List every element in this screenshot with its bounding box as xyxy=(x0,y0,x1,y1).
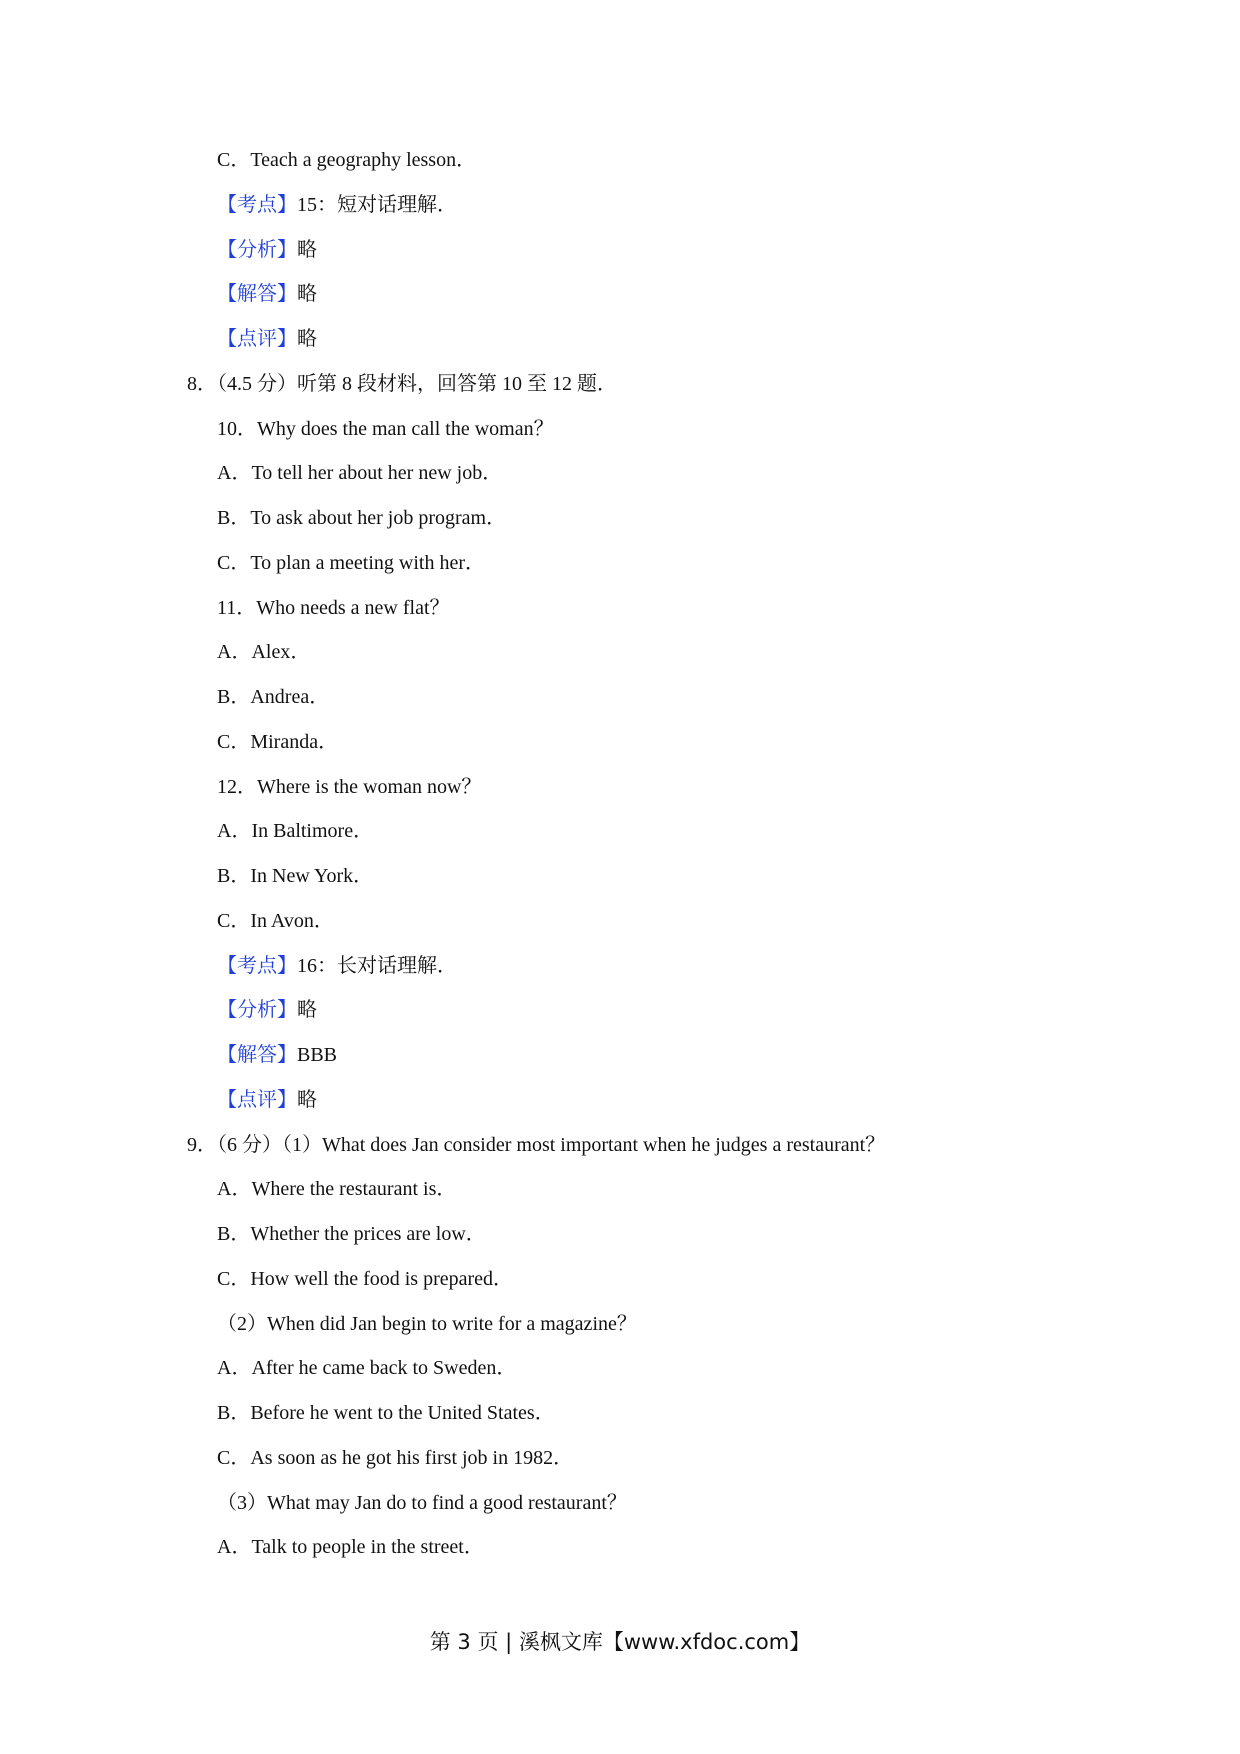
page-footer: 第 3 页 | 溪枫文库【www.xfdoc.com】 xyxy=(429,1630,811,1654)
question-line: C．In Avon． xyxy=(217,910,334,932)
note-label: 【解答】 xyxy=(217,283,297,305)
analysis-note xyxy=(217,325,317,353)
note-text: 略 xyxy=(297,999,317,1021)
note-text: 略 xyxy=(297,239,317,261)
note-label: 【解答】 xyxy=(217,1044,297,1066)
note-text: 16：长对话理解． xyxy=(297,955,457,977)
question-line: B．Before he went to the United States． xyxy=(217,1402,555,1424)
question-line: C．To plan a meeting with her． xyxy=(217,552,485,574)
note-label: 【分析】 xyxy=(217,239,297,261)
question-line: 10．Why does the man call the woman？ xyxy=(217,418,554,440)
question-line: B．In New York． xyxy=(217,865,374,887)
note-label: 【考点】 xyxy=(217,955,297,977)
question-line: B．To ask about her job program． xyxy=(217,507,507,529)
question-line: A．Where the restaurant is． xyxy=(217,1178,457,1200)
analysis-note xyxy=(217,996,317,1024)
question-line: C．Miranda． xyxy=(217,731,339,753)
note-label: 【分析】 xyxy=(217,999,297,1021)
note-label: 【点评】 xyxy=(217,328,297,350)
note-label: 【点评】 xyxy=(217,1089,297,1111)
question-line: C．How well the food is prepared． xyxy=(217,1268,514,1290)
note-text: 略 xyxy=(297,1089,317,1111)
question-heading: 9．（6 分）（1）What does Jan consider most important when he judges a restaurant？ xyxy=(187,1134,886,1156)
analysis-note xyxy=(217,1041,337,1069)
note-text: 略 xyxy=(297,328,317,350)
question-line: 11．Who needs a new flat？ xyxy=(217,597,450,619)
note-text: 15：短对话理解． xyxy=(297,194,457,216)
analysis-note xyxy=(217,236,317,264)
analysis-note xyxy=(217,952,457,980)
question-line: C．As soon as he got his first job in 1982． xyxy=(217,1447,574,1469)
question-line: A．To tell her about her new job． xyxy=(217,462,503,484)
note-label: 【考点】 xyxy=(217,194,297,216)
question-line: A．Alex． xyxy=(217,641,311,663)
question-line: B．Andrea． xyxy=(217,686,330,708)
analysis-note xyxy=(217,1086,317,1114)
question-heading: 8．（4.5 分）听第 8 段材料，回答第 10 至 12 题． xyxy=(187,373,617,395)
note-text: BBB xyxy=(297,1044,338,1066)
analysis-note xyxy=(217,191,457,219)
analysis-note xyxy=(217,280,317,308)
question-line: 12．Where is the woman now？ xyxy=(217,776,482,798)
note-text: 略 xyxy=(297,283,317,305)
question-line: A．After he came back to Sweden． xyxy=(217,1357,517,1379)
question-line: B．Whether the prices are low． xyxy=(217,1223,486,1245)
question-line: （3）What may Jan do to find a good restaurant？ xyxy=(217,1492,627,1514)
question-line: A．In Baltimore． xyxy=(217,820,374,842)
question-line: C．Teach a geography lesson． xyxy=(217,149,477,171)
question-line: A．Talk to people in the street． xyxy=(217,1536,484,1558)
question-line: （2）When did Jan begin to write for a magazine？ xyxy=(217,1313,637,1335)
